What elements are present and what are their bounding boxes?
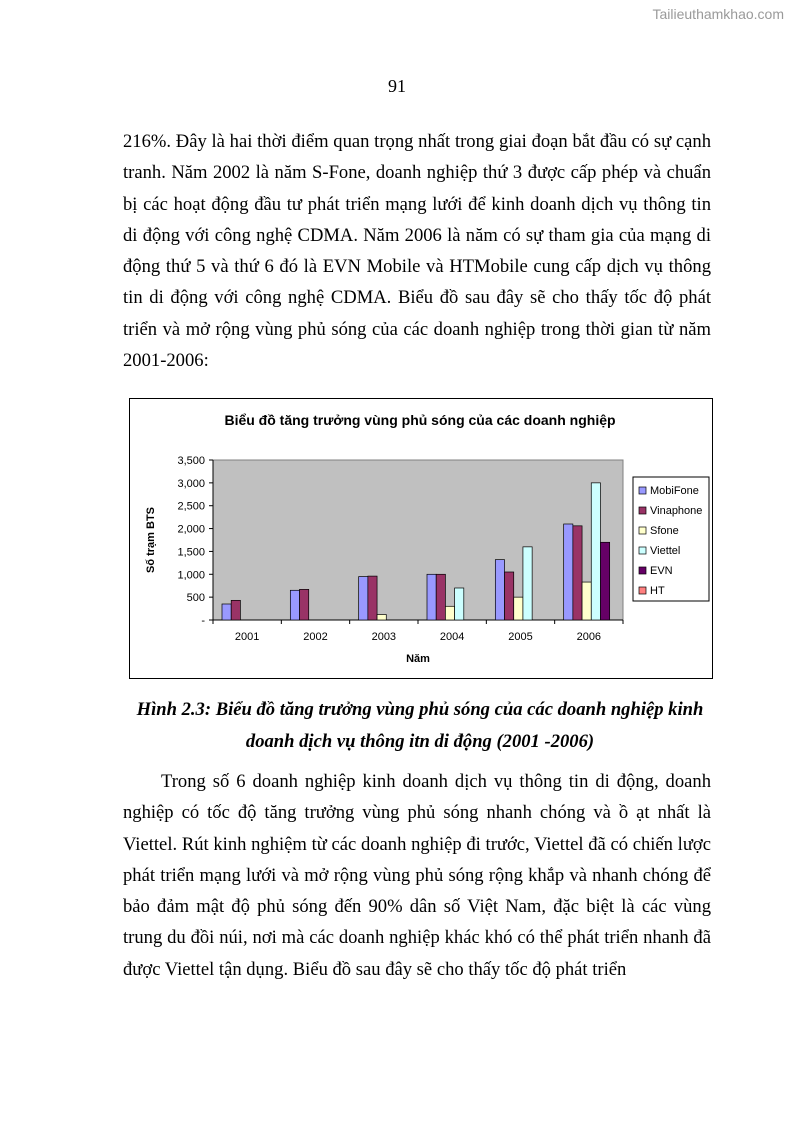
caption-line-2: doanh dịch vụ thông itn di động (2001 -2006) (245, 731, 595, 752)
bar-sfone-2006 (582, 582, 591, 620)
bar-sfone-2003 (377, 615, 386, 620)
x-tick-label: 2006 (576, 631, 602, 643)
y-tick-label: 3,000 (177, 477, 205, 490)
body-paragraph-1: 216%. Đây là hai thời điểm quan trọng nhất trong giai đoạn bắt đầu có sự cạnh tranh. Năm 2002 là năm S-Fone, doanh nghiệp thứ 3 được cấp phép và chuẩn bị các hoạt động đầu tư phát triển mạng lưới để kinh doanh dịch vụ thông tin di động với công nghệ CDMA. Năm 2006 là năm có sự tham gia của mạng di động thứ 5 và thứ 6 đó là EVN Mobile và HTMobile cung cấp dịch vụ thông tin di động với công nghệ CDMA. Biểu đồ sau đây sẽ cho thấy tốc độ phát triển và mở rộng vùng phủ sóng của các doanh nghiệp trong thời gian từ năm 2001-2006: (123, 131, 711, 372)
chart-frame (129, 398, 713, 679)
plot-area (213, 460, 623, 620)
y-tick-label: - (201, 615, 205, 627)
bar-viettel-2006 (591, 483, 600, 620)
bar-sfone-2004 (445, 606, 454, 620)
x-tick-label: 2003 (371, 631, 397, 643)
bar-sfone-2005 (514, 597, 523, 620)
legend-label-viettel: Viettel (650, 545, 681, 557)
legend-label-mobifone: MobiFone (650, 485, 699, 497)
legend-label-sfone: Sfone (650, 525, 679, 537)
bar-vinaphone-2004 (436, 574, 445, 620)
chart-title: Biểu đồ tăng trưởng vùng phủ sóng của các doanh nghiệp (224, 412, 616, 428)
bar-viettel-2005 (523, 547, 532, 620)
bar-vinaphone-2006 (573, 526, 582, 620)
y-tick-label: 1,000 (177, 569, 205, 582)
y-axis-title: Số trạm BTS (145, 506, 157, 574)
y-tick-label: 2,500 (177, 500, 205, 513)
x-tick-label: 2004 (439, 631, 465, 643)
bar-viettel-2004 (455, 588, 464, 620)
y-tick-label: 2,000 (177, 523, 205, 536)
bar-vinaphone-2003 (368, 576, 377, 620)
y-tick-label: 3,500 (177, 455, 205, 467)
caption-line-1: Hình 2.3: Biểu đồ tăng trưởng vùng phủ sóng của các doanh nghiệp kinh (136, 699, 704, 720)
figure-caption (110, 694, 730, 758)
bar-mobifone-2004 (427, 574, 436, 620)
bar-vinaphone-2005 (505, 572, 514, 620)
bar-mobifone-2005 (495, 560, 504, 620)
legend-swatch-vinaphone (639, 507, 646, 514)
bar-vinaphone-2001 (231, 600, 240, 620)
x-tick-label: 2001 (234, 631, 260, 643)
legend-swatch-sfone (639, 527, 646, 534)
watermark: Tailieuthamkhao.com (652, 6, 784, 22)
x-tick-label: 2005 (508, 631, 533, 643)
bar-mobifone-2006 (564, 524, 573, 620)
bts-growth-chart (130, 399, 712, 678)
bar-mobifone-2002 (290, 590, 299, 620)
legend-swatch-mobifone (639, 487, 646, 494)
bar-mobifone-2003 (359, 577, 368, 620)
bar-evn-2006 (600, 542, 609, 620)
legend-swatch-viettel (639, 547, 646, 554)
legend-swatch-ht (639, 587, 646, 594)
legend-label-vinaphone: Vinaphone (650, 505, 703, 517)
y-tick-label: 1,500 (177, 546, 205, 559)
page-number: 91 (388, 76, 406, 96)
y-tick-label: 500 (186, 592, 205, 605)
legend-label-evn: EVN (650, 565, 673, 577)
bar-mobifone-2001 (222, 604, 231, 620)
legend-swatch-evn (639, 567, 646, 574)
legend-label-ht: HT (650, 585, 665, 597)
x-axis-title: Năm (406, 653, 430, 665)
body-paragraph-2: Trong số 6 doanh nghiệp kinh doanh dịch vụ thông tin di động, doanh nghiệp có tốc độ tăng trưởng vùng phủ sóng nhanh chóng và ồ ạt nhất là Viettel. Rút kinh nghiệm từ các doanh nghiệp đi trước, Viettel đã có chiến lược phát triển mạng lưới và mở rộng vùng phủ sóng rộng khắp và nhanh chóng để bảo đảm mật độ phủ sóng đến 90% dân số Việt Nam, đặc biệt là các vùng trung du đồi núi, nơi mà các doanh nghiệp khác khó có thể phát triển nhanh đã được Viettel tận dụng. Biểu đồ sau đây sẽ cho thấy tốc độ phát triển (123, 771, 711, 980)
x-tick-label: 2002 (303, 631, 328, 643)
bar-vinaphone-2002 (300, 589, 309, 620)
